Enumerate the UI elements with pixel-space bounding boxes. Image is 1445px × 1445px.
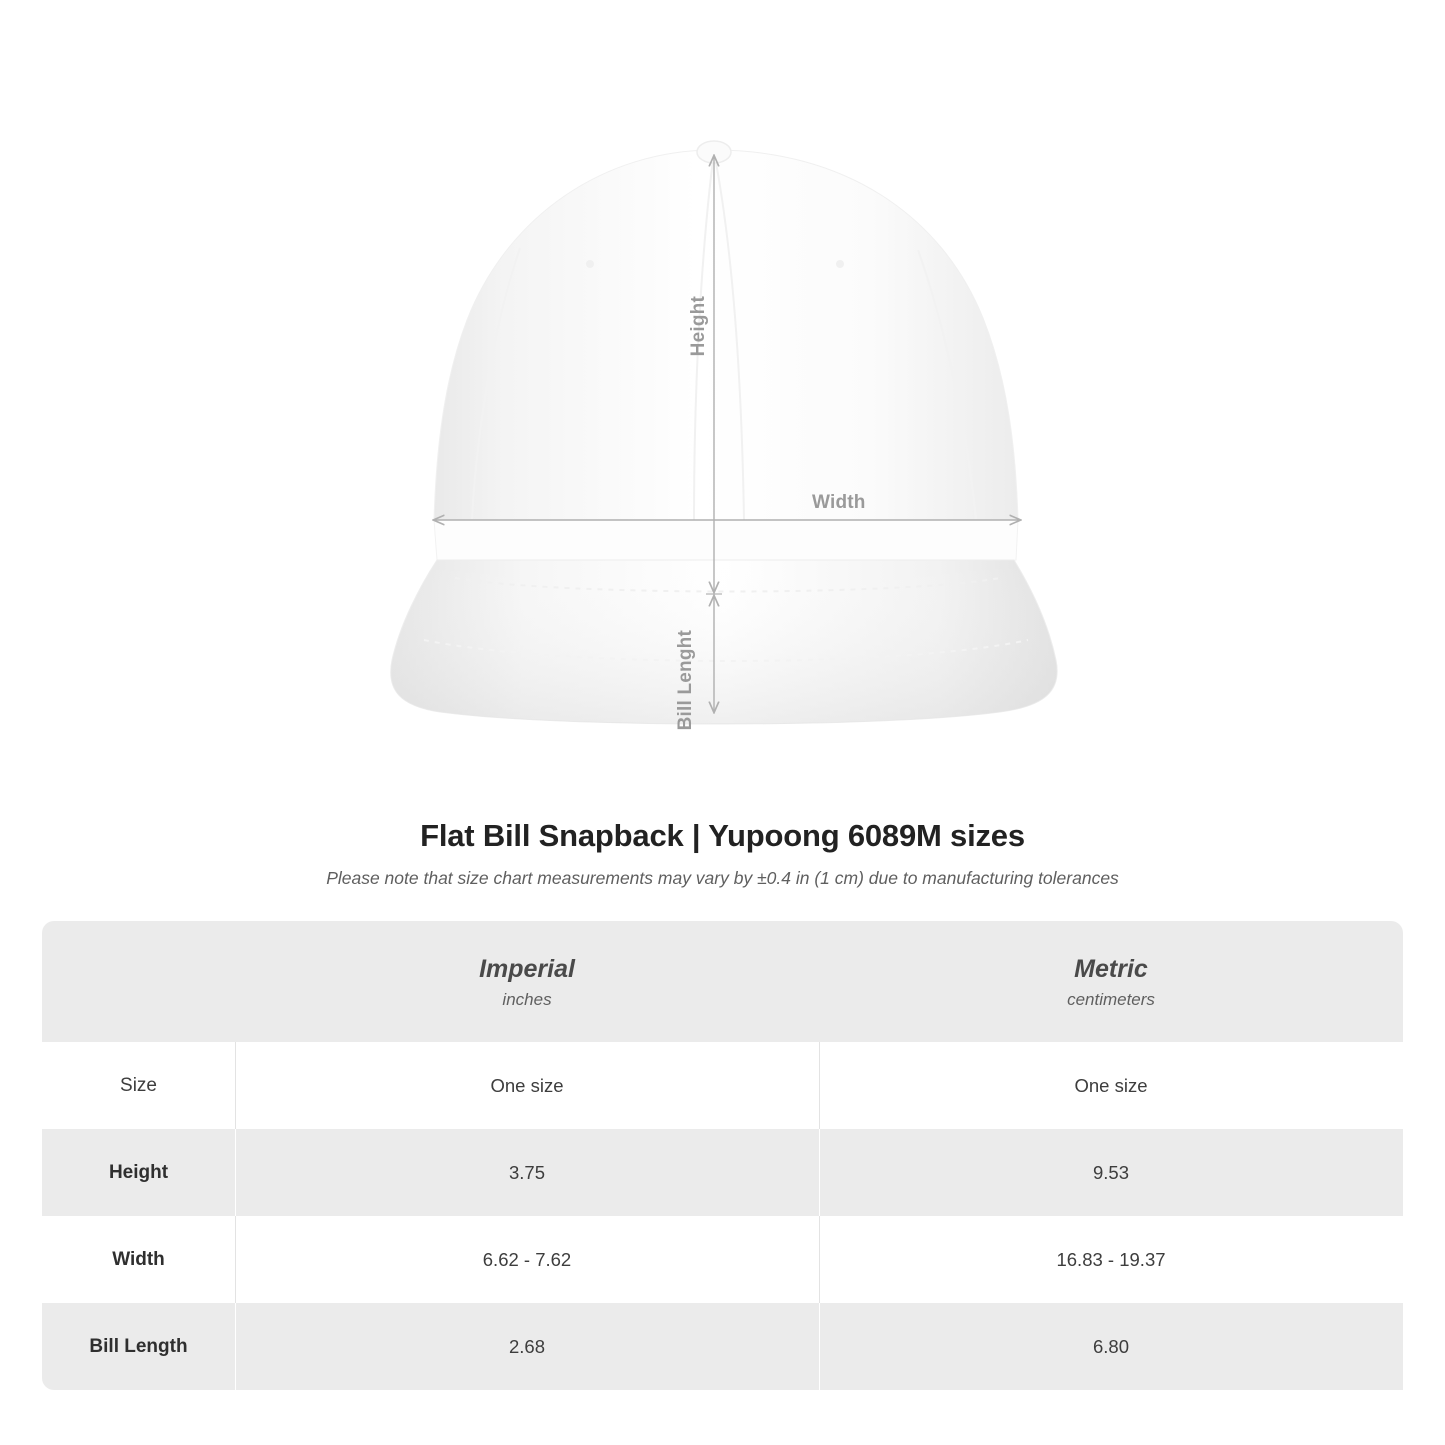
header-imperial: [235, 921, 819, 1042]
cell-width-metric: 16.83 - 19.37: [819, 1216, 1403, 1303]
row-label-bill-length: Bill Length: [89, 1335, 188, 1357]
cell-height-imperial: 3.75: [235, 1129, 819, 1216]
title-block: [0, 818, 1445, 889]
cell-width-imperial: 6.62 - 7.62: [235, 1216, 819, 1303]
table-row: [42, 1042, 1403, 1129]
table-row: [42, 1129, 1403, 1216]
cell-size-imperial: One size: [235, 1042, 819, 1129]
header-imperial-unit: inches: [502, 990, 552, 1009]
row-label-size: Size: [120, 1074, 157, 1096]
table-header-row: [42, 921, 1403, 1042]
height-dimension-label: Height: [688, 296, 709, 357]
table-row: [42, 1303, 1403, 1390]
table-header: [42, 921, 1403, 1042]
header-metric: [819, 921, 1403, 1042]
tolerance-note: Please note that size chart measurements may vary by ±0.4 in (1 cm) due to manufacturing tolerances: [326, 868, 1119, 888]
row-label-width: Width: [112, 1248, 165, 1270]
cell-bill-length-imperial: 2.68: [235, 1303, 819, 1390]
size-table: [42, 921, 1403, 1390]
header-imperial-name: Imperial: [479, 955, 575, 983]
width-dimension-label: Width: [812, 492, 866, 513]
bill-length-line-1: Bill: [675, 700, 696, 731]
cell-bill-length-metric: 6.80: [819, 1303, 1403, 1390]
header-empty-cell: [42, 921, 235, 1042]
table-body: [42, 1042, 1403, 1390]
header-metric-name: Metric: [1074, 955, 1148, 983]
page-title: Flat Bill Snapback | Yupoong 6089M sizes: [420, 818, 1025, 853]
bill-length-dimension-label: [673, 630, 698, 730]
bill-length-line-2: Lenght: [675, 630, 696, 695]
cell-size-metric: One size: [819, 1042, 1403, 1129]
header-metric-unit: centimeters: [1067, 990, 1155, 1009]
table-row: [42, 1216, 1403, 1303]
cell-height-metric: 9.53: [819, 1129, 1403, 1216]
row-label-height: Height: [108, 1161, 169, 1183]
size-table-wrapper: [42, 921, 1403, 1390]
